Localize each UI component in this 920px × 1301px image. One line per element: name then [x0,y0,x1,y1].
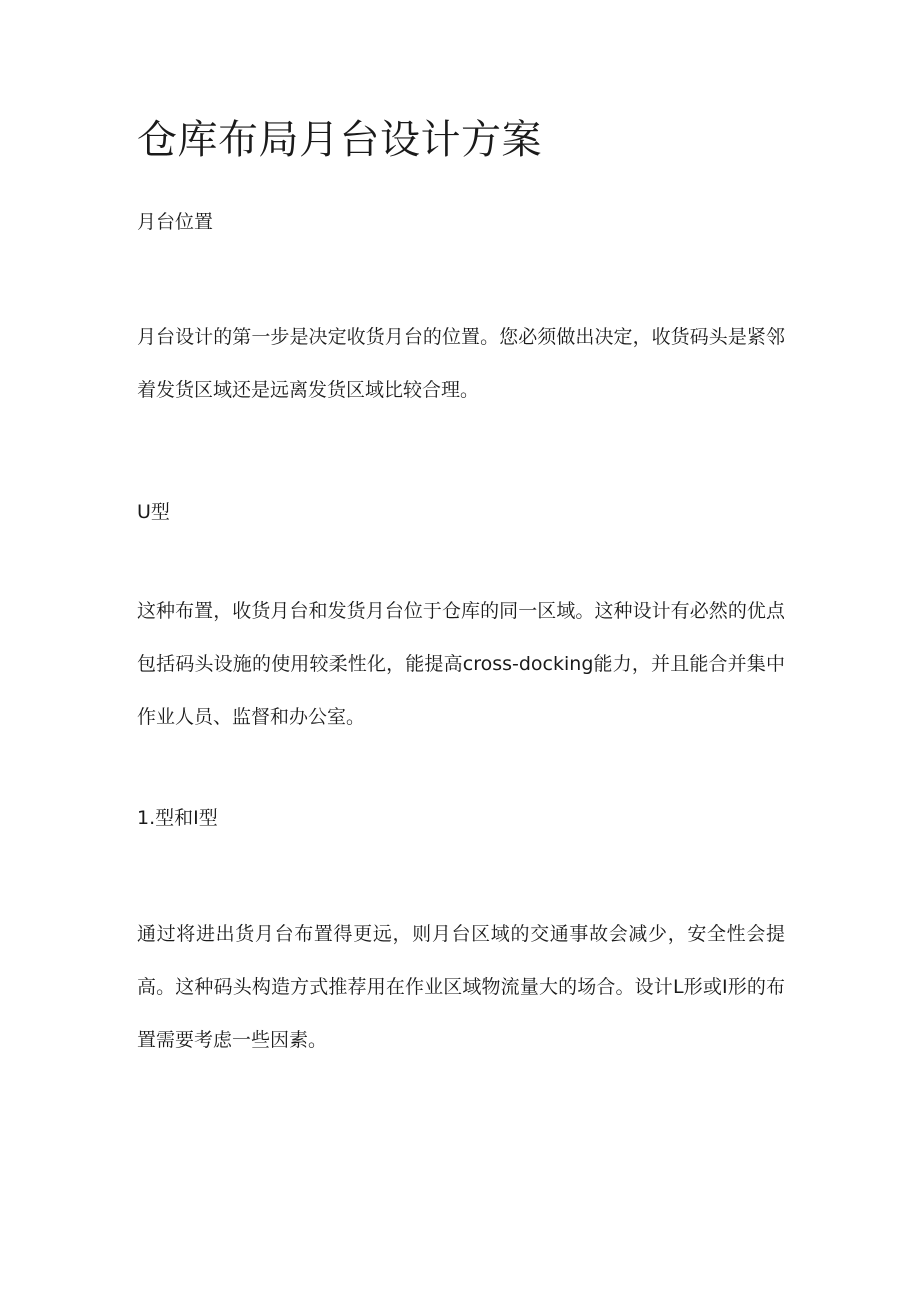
section-heading-u-type: U型 [137,501,170,523]
section-heading-l-i-type: 1.型和I型 [137,807,218,829]
document-title: 仓库布局月台设计方案 [137,117,542,163]
section-paragraph-u-type: 这种布置，收货月台和发货月台位于仓库的同一区域。这种设计有必然的优点包括码头设施的使用较柔性化，能提高cross-docking能力，并且能合并集中作业人员、监督和办公室。 [137,600,785,728]
section-paragraph-l-i-type: 通过将进出货月台布置得更远，则月台区域的交通事故会减少，安全性会提高。这种码头构造方式推荐用在作业区域物流量大的场合。设计L形或I形的布置需要考虑一些因素。 [137,923,785,1051]
section-heading-dock-location: 月台位置 [137,211,214,233]
section-paragraph-dock-location: 月台设计的第一步是决定收货月台的位置。您必须做出决定，收货码头是紧邻着发货区域还是远离发货区域比较合理。 [137,326,785,401]
